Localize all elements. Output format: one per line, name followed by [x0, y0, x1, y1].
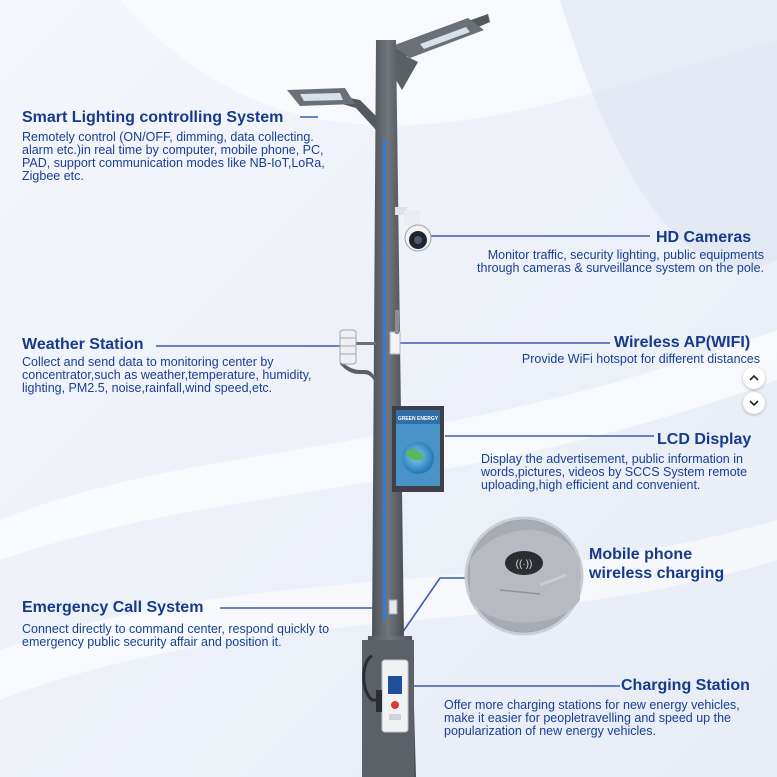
chevron-down-icon [748, 397, 760, 409]
smart-lighting-desc: Remotely control (ON/OFF, dimming, data collecting. alarm etc.)in real time by computer, mobile phone, PC, PAD, support communication modes like NB-IoT,LoRa, Zigbee etc. [22, 130, 325, 183]
scroll-up-button[interactable] [743, 367, 765, 389]
svg-text:((·)): ((·)) [515, 559, 533, 570]
charging-station-title: Charging Station [621, 677, 750, 694]
lcd-screen-text: GREEN ENERGY [397, 416, 439, 422]
weather-station-title: Weather Station [22, 336, 144, 353]
weather-station-desc: Collect and send data to monitoring center by concentrator,such as weather,temperature, humidity, lighting, PM2.5, noise,rainfall,wind speed,etc. [22, 355, 312, 395]
hd-cameras-desc: Monitor traffic, security lighting, public equipments through cameras & surveillance system on the pole. [477, 248, 764, 275]
charging-station-desc: Offer more charging stations for new energy vehicles, make it easier for peopletravelling and speed up the popularization of new energy vehicles. [444, 698, 740, 738]
scroll-down-button[interactable] [743, 392, 765, 414]
emergency-call-desc: Connect directly to command center, respond quickly to emergency public security affair and position it. [22, 622, 330, 649]
chevron-up-icon [748, 372, 760, 384]
wireless-ap-title: Wireless AP(WIFI) [614, 334, 751, 351]
hd-cameras-title: HD Cameras [656, 229, 752, 246]
lcd-display-desc: Display the advertisement, public information in words,pictures, videos by SCCS System remote uploading,high efficient and convenient. [481, 452, 748, 492]
emergency-call-title: Emergency Call System [22, 599, 204, 616]
smart-lighting-title: Smart Lighting controlling System [22, 109, 284, 126]
wireless-charging-title-line2: wireless charging [589, 565, 725, 582]
wireless-charging-inset [466, 518, 582, 634]
wireless-ap-desc: Provide WiFi hotspot for different distances [521, 352, 760, 366]
lcd-display-title: LCD Display [657, 431, 752, 448]
wireless-charging-title-line1: Mobile phone [589, 546, 693, 563]
